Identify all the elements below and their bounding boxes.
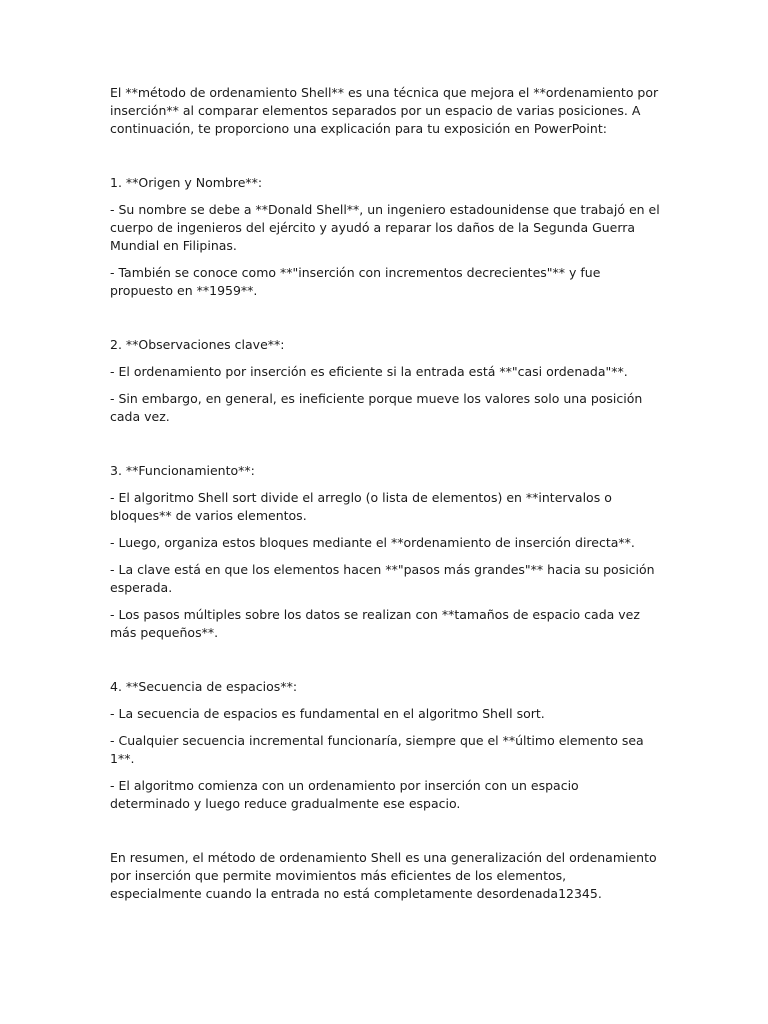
bullet-item: - También se conoce como **"inserción con incrementos decrecientes"** y fue propuesto en **1959**. [110,265,601,298]
section-heading: 3. **Funcionamiento**: [110,463,255,478]
intro-paragraph: El **método de ordenamiento Shell** es una técnica que mejora el **ordenamiento por inserción** al comparar elementos separados por un espacio de varias posiciones. A continuación, te proporciono una explicación para tu exposición en PowerPoint: [110,85,659,136]
bullet-item: - Luego, organiza estos bloques mediante el **ordenamiento de inserción directa**. [110,535,635,550]
bullet-item: - Cualquier secuencia incremental funcionaría, siempre que el **último elemento sea 1**. [110,733,644,766]
section-secuencia [110,678,660,813]
bullet-item: - El algoritmo Shell sort divide el arreglo (o lista de elementos) en **intervalos o bloques** de varios elementos. [110,490,612,523]
section-heading: 1. **Origen y Nombre**: [110,175,263,190]
section-heading: 4. **Secuencia de espacios**: [110,679,298,694]
bullet-item: - Los pasos múltiples sobre los datos se realizan con **tamaños de espacio cada vez más pequeños**. [110,607,640,640]
section-heading: 2. **Observaciones clave**: [110,337,285,352]
section-origen [110,174,660,300]
bullet-item: - Sin embargo, en general, es ineficiente porque mueve los valores solo una posición cada vez. [110,391,643,424]
bullet-item: - El algoritmo comienza con un ordenamiento por inserción con un espacio determinado y luego reduce gradualmente ese espacio. [110,778,579,811]
bullet-item: - La clave está en que los elementos hacen **"pasos más grandes"** hacia su posición esperada. [110,562,655,595]
document-page [110,84,660,903]
section-funcionamiento [110,462,660,642]
bullet-item: - Su nombre se debe a **Donald Shell**, un ingeniero estadounidense que trabajó en el cuerpo de ingenieros del ejército y ayudó a reparar los daños de la Segunda Guerra Mundial en Filipinas. [110,202,660,253]
section-observaciones [110,336,660,426]
bullet-item: - El ordenamiento por inserción es eficiente si la entrada está **"casi ordenada"**. [110,364,628,379]
summary-paragraph: En resumen, el método de ordenamiento Shell es una generalización del ordenamiento por inserción que permite movimientos más eficientes de los elementos, especialmente cuando la entrada no está completamente desordenada12345. [110,850,657,901]
bullet-item: - La secuencia de espacios es fundamental en el algoritmo Shell sort. [110,706,545,721]
